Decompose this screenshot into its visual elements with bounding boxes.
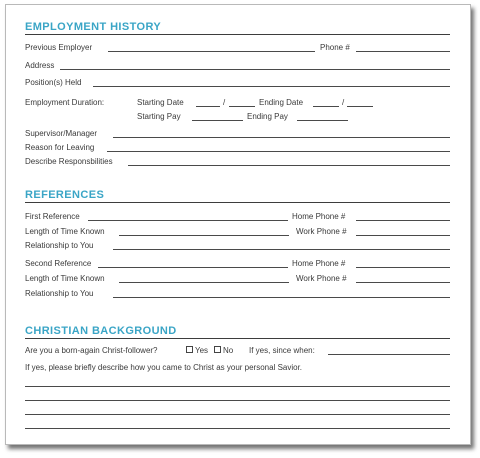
second-reference-label: Second Reference [25, 259, 92, 268]
second-reference-work-phone-label: Work Phone # [296, 274, 347, 283]
second-reference-home-phone-field[interactable] [356, 267, 450, 268]
first-reference-home-phone-field[interactable] [356, 220, 450, 221]
supervisor-label: Supervisor/Manager [25, 129, 98, 138]
application-form-page [5, 4, 471, 445]
ending-pay-field[interactable] [297, 120, 348, 121]
reason-for-leaving-field[interactable] [107, 151, 450, 152]
describe-line[interactable] [25, 428, 450, 429]
first-reference-work-phone-label: Work Phone # [296, 227, 347, 236]
starting-date-year-field[interactable] [229, 106, 255, 107]
christian-background-heading: CHRISTIAN BACKGROUND [25, 325, 177, 337]
no-option[interactable] [214, 346, 233, 355]
previous-employer-field[interactable] [108, 51, 315, 52]
first-reference-label: First Reference [25, 212, 80, 221]
describe-line[interactable] [25, 386, 450, 387]
ending-date-label: Ending Date [259, 98, 304, 107]
phone-label: Phone # [320, 43, 350, 52]
ending-date-separator: / [342, 98, 345, 107]
starting-date-separator: / [223, 98, 226, 107]
reason-for-leaving-label: Reason for Leaving [25, 143, 95, 152]
describe-line[interactable] [25, 414, 450, 415]
references-heading-rule [25, 202, 450, 203]
first-reference-length-known-field[interactable] [119, 235, 289, 236]
second-reference-relationship-label: Relationship to You [25, 289, 94, 298]
first-reference-relationship-field[interactable] [113, 249, 450, 250]
starting-date-label: Starting Date [137, 98, 184, 107]
previous-employer-label: Previous Employer [25, 43, 93, 52]
ending-date-month-field[interactable] [313, 106, 339, 107]
first-reference-home-phone-label: Home Phone # [292, 212, 346, 221]
second-reference-work-phone-field[interactable] [356, 282, 450, 283]
describe-line[interactable] [25, 400, 450, 401]
starting-pay-field[interactable] [192, 120, 243, 121]
starting-pay-label: Starting Pay [137, 112, 181, 121]
responsibilities-label: Describe Responsbilities [25, 157, 113, 166]
yes-label: Yes [195, 346, 209, 355]
ending-pay-label: Ending Pay [247, 112, 288, 121]
employment-heading-rule [25, 34, 450, 35]
second-reference-field[interactable] [98, 267, 288, 268]
since-when-field[interactable] [328, 354, 450, 355]
ending-date-year-field[interactable] [347, 106, 373, 107]
address-field[interactable] [60, 69, 450, 70]
employment-duration-label: Employment Duration: [25, 98, 105, 107]
no-checkbox[interactable] [214, 346, 221, 353]
yes-option[interactable] [186, 346, 208, 355]
second-reference-length-known-field[interactable] [119, 282, 289, 283]
born-again-question: Are you a born-again Christ-follower? [25, 346, 158, 355]
positions-held-field[interactable] [93, 86, 450, 87]
responsibilities-field[interactable] [128, 165, 450, 166]
yes-checkbox[interactable] [186, 346, 193, 353]
first-reference-field[interactable] [88, 220, 288, 221]
references-heading: REFERENCES [25, 189, 105, 201]
christian-heading-rule [25, 338, 450, 339]
starting-date-month-field[interactable] [196, 106, 220, 107]
positions-held-label: Position(s) Held [25, 78, 82, 87]
no-label: No [223, 346, 234, 355]
first-reference-relationship-label: Relationship to You [25, 241, 94, 250]
since-when-label: If yes, since when: [249, 346, 315, 355]
describe-salvation-prompt: If yes, please briefly describe how you came to Christ as your personal Savior. [25, 363, 303, 372]
second-reference-home-phone-label: Home Phone # [292, 259, 346, 268]
phone-field[interactable] [356, 51, 450, 52]
first-reference-length-known-label: Length of Time Known [25, 227, 105, 236]
second-reference-length-known-label: Length of Time Known [25, 274, 105, 283]
address-label: Address [25, 61, 55, 70]
first-reference-work-phone-field[interactable] [356, 235, 450, 236]
employment-history-heading: EMPLOYMENT HISTORY [25, 21, 162, 33]
second-reference-relationship-field[interactable] [113, 297, 450, 298]
supervisor-field[interactable] [113, 137, 450, 138]
